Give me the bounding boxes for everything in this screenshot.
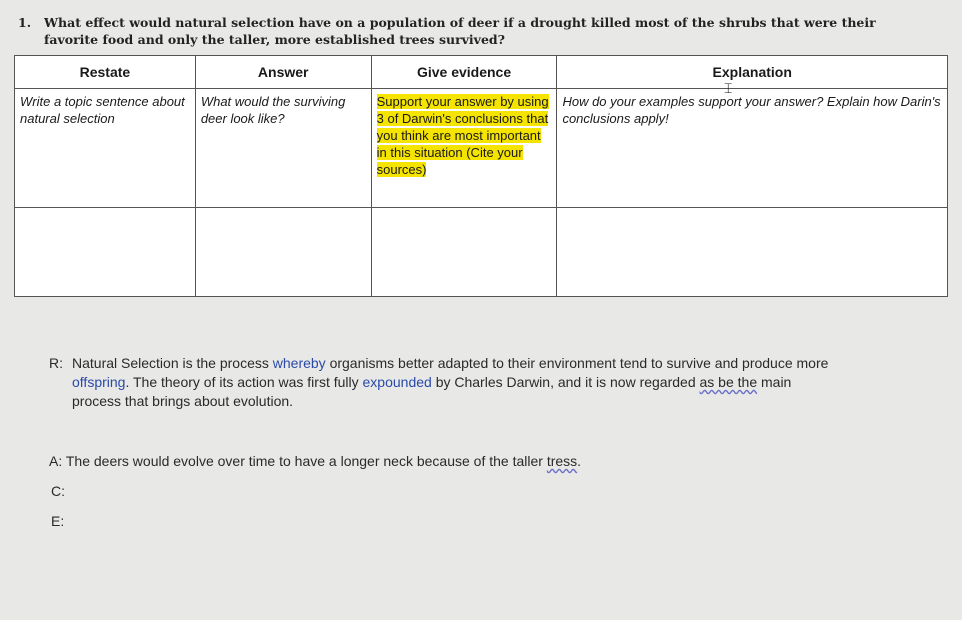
worksheet-table (14, 55, 948, 297)
answer-cell-explanation[interactable] (557, 208, 948, 297)
answer-cell-evidence[interactable] (371, 208, 557, 297)
prompt-evidence: Support your answer by using 3 of Darwin's conclusions that you think are most important in this situation (Cite your sources) (376, 94, 549, 177)
prompt-restate: Write a topic sentence about natural selection (15, 89, 196, 208)
evidence-label: E: (51, 513, 65, 529)
question (18, 14, 918, 48)
answer-response: A: The deers would evolve over time to have a longer neck because of the taller tress. (49, 453, 582, 469)
restate-label: R: (49, 355, 63, 371)
header-row (15, 56, 948, 89)
answer-row (15, 208, 948, 297)
header-restate: Restate (15, 56, 196, 89)
prompt-evidence-cell (371, 89, 557, 208)
prompt-explanation: How do your examples support your answer? Explain how Darin's conclusions apply! (557, 89, 948, 208)
answer-cell-answer[interactable] (195, 208, 371, 297)
header-answer: Answer (195, 56, 371, 89)
header-explanation: Explanation (557, 56, 948, 89)
conclusion-label: C: (51, 483, 65, 499)
answer-cell-restate[interactable] (15, 208, 196, 297)
restate-response (49, 354, 839, 411)
text-cursor-icon: ⌶ (724, 80, 733, 96)
restate-text: Natural Selection is the process whereby organisms better adapted to their environment tend to survive and produce more offspring. The theory of its action was first fully expounded by Charles Darwin, and it is now regarded as be the main process that brings about evolution. (72, 355, 829, 409)
linked-word[interactable]: offspring (72, 374, 126, 390)
question-text: What effect would natural selection have on a population of deer if a drought killed most of the shrubs that were their favorite food and only the taller, more established trees survived? (44, 15, 876, 47)
prompt-answer: What would the surviving deer look like? (195, 89, 371, 208)
header-evidence: Give evidence (371, 56, 557, 89)
prompt-row (15, 89, 948, 208)
question-number: 1. (18, 15, 32, 30)
linked-word[interactable]: expounded (362, 374, 432, 390)
answer-label: A: (49, 453, 63, 469)
spelling-flag[interactable]: tress (546, 453, 578, 469)
linked-word[interactable]: whereby (272, 355, 326, 371)
grammar-flag[interactable]: as be the (699, 374, 758, 390)
